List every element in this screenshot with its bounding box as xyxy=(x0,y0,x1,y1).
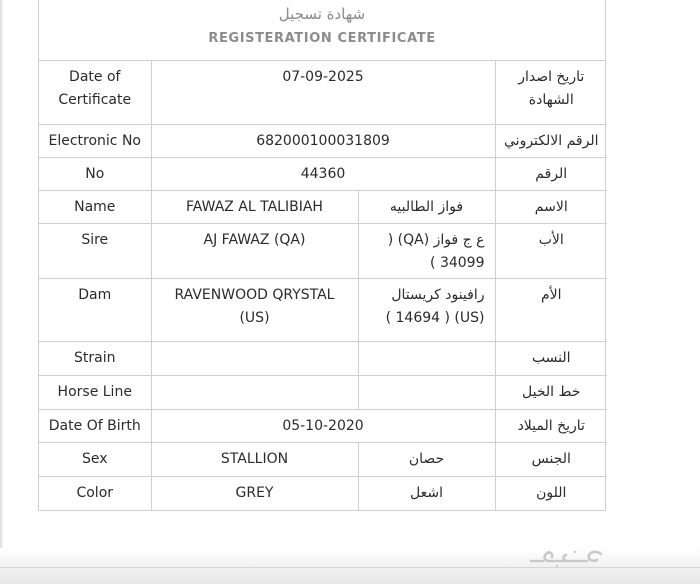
haraj-logo-watermark xyxy=(527,547,605,569)
label-arabic: الرقم xyxy=(495,157,607,190)
label-english: Dam xyxy=(39,278,151,341)
value-english: AJ FAWAZ (QA) xyxy=(151,223,358,278)
value-arabic: ع ج فواز (QA) ( 34099 ) xyxy=(358,223,495,278)
value-arabic: رافينود كريستال (US) ( 14694 ) xyxy=(358,278,495,341)
certificate-title-english: REGISTERATION CERTIFICATE xyxy=(208,31,436,46)
row-name xyxy=(39,190,607,223)
certificate-title-arabic: شهادة تسجيل xyxy=(278,5,366,23)
value: 44360 xyxy=(151,157,495,190)
value-arabic: اشعل xyxy=(358,476,495,510)
label-arabic: اللون xyxy=(495,476,607,510)
row-date-of-birth xyxy=(39,409,607,442)
row-no xyxy=(39,157,607,190)
label-arabic: تاريخ اصدار الشهادة xyxy=(495,61,607,124)
label-english: No xyxy=(39,157,151,190)
page-edge-shadow xyxy=(0,0,4,584)
row-sex xyxy=(39,442,607,476)
label-arabic: الاسم xyxy=(495,190,607,223)
value: 05-10-2020 xyxy=(151,409,495,442)
label-arabic: الجنس xyxy=(495,442,607,476)
label-arabic: تاريخ الميلاد xyxy=(495,409,607,442)
value-english: STALLION xyxy=(151,442,358,476)
label-english: Electronic No xyxy=(39,124,151,157)
label-arabic: الأم xyxy=(495,278,607,341)
value-english: GREY xyxy=(151,476,358,510)
label-english: Name xyxy=(39,190,151,223)
value-english: FAWAZ AL TALIBIAH xyxy=(151,190,358,223)
row-strain xyxy=(39,341,607,375)
label-arabic: الرقم الالكتروني xyxy=(495,124,607,157)
value-english xyxy=(151,375,358,409)
label-arabic: خط الخيل xyxy=(495,375,607,409)
label-english: Color xyxy=(39,476,151,510)
row-sire xyxy=(39,223,607,278)
label-arabic: النسب xyxy=(495,341,607,375)
value: 682000100031809 xyxy=(151,124,495,157)
value: 07-09-2025 xyxy=(151,61,495,124)
registration-certificate xyxy=(38,0,606,511)
label-english: Sex xyxy=(39,442,151,476)
label-english: Strain xyxy=(39,341,151,375)
certificate-table xyxy=(39,61,607,510)
certificate-header xyxy=(39,0,605,61)
row-electronic-no xyxy=(39,124,607,157)
row-horse-line xyxy=(39,375,607,409)
label-arabic: الأب xyxy=(495,223,607,278)
value-arabic xyxy=(358,375,495,409)
value-arabic: فواز الطالبيه xyxy=(358,190,495,223)
row-dam xyxy=(39,278,607,341)
label-english: Date Of Birth xyxy=(39,409,151,442)
row-color xyxy=(39,476,607,510)
value-english xyxy=(151,341,358,375)
row-date-of-certificate xyxy=(39,61,607,124)
value-english: RAVENWOOD QRYSTAL (US) xyxy=(151,278,358,341)
label-english: Sire xyxy=(39,223,151,278)
value-arabic: حصان xyxy=(358,442,495,476)
label-english: Horse Line xyxy=(39,375,151,409)
value-arabic xyxy=(358,341,495,375)
label-english: Date of Certificate xyxy=(39,61,151,124)
